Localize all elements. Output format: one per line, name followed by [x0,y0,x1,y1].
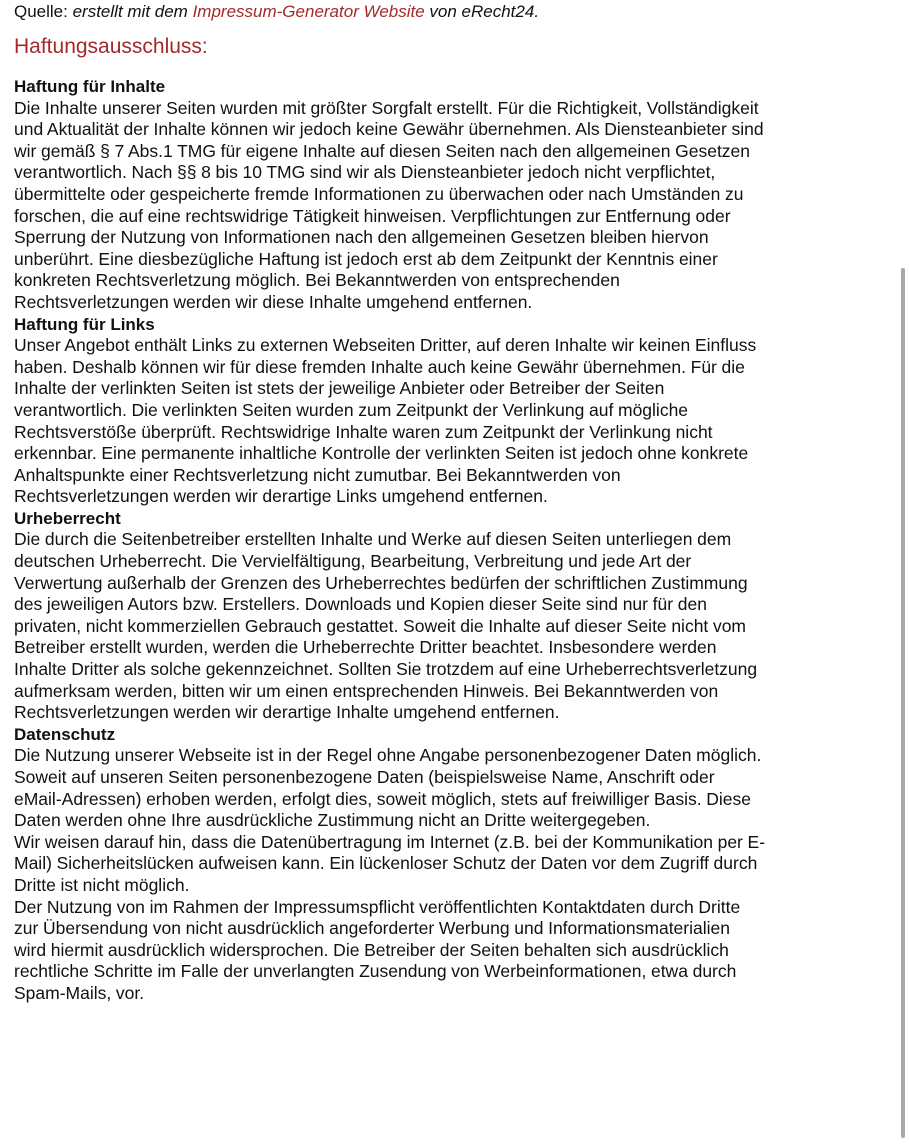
section-text-haftung-links: Unser Angebot enthält Links zu externen Webseiten Dritter, auf deren Inhalte wir keinen Einfluss haben. Deshalb können wir für diese fremden Inhalte auch keine Gewähr übernehmen. Für die Inhalte der verlinkten Seiten ist stets der jeweilige Anbieter oder Betreiber der Seiten verantwortlich. Die verlinkten Seiten wurden zum Zeitpunkt der Verlinkung auf mögliche Rechtsverstöße überprüft. Rechtswidrige Inhalte waren zum Zeitpunkt der Verlinkung nicht erkennbar. Eine permanente inhaltliche Kontrolle der verlinkten Seiten ist jedoch ohne konkrete Anhaltspunkte einer Rechtsverletzung nicht zumutbar. Bei Bekanntwerden von Rechtsverletzungen werden wir derartige Links umgehend entfernen. [14,335,757,507]
section-heading-haftung-inhalte: Haftung für Inhalte [14,77,166,96]
section-heading-datenschutz: Datenschutz [14,724,116,744]
disclaimer-title: Haftungsausschluss: [14,35,208,58]
source-prefix: Quelle: [14,2,73,21]
section-text-datenschutz-1: Die Nutzung unserer Webseite ist in der Regel ohne Angabe personenbezogener Daten möglich. Soweit auf unseren Seiten personenbezogene Daten (beispielsweise Name, Anschrift oder eMail-Adressen) erhoben werden, erfolgt dies, soweit möglich, stets auf freiwilliger Basis. Diese Daten werden ohne Ihre ausdrückliche Zustimmung nicht an Dritte weitergegeben. [14,745,762,831]
disclaimer-sections [14,76,906,1005]
section-text-urheberrecht: Die durch die Seitenbetreiber erstellten Inhalte und Werke auf diesen Seiten unterliegen dem deutschen Urheberrecht. Die Vervielfältigung, Bearbeitung, Verbreitung und jede Art der Verwertung außerhalb der Grenzen des Urheberrechtes bedürfen der schriftlichen Zustimmung des jeweiligen Autors bzw. Erstellers. Downloads und Kopien dieser Seite sind nur für den privaten, nicht kommerziellen Gebrauch gestattet. Soweit die Inhalte auf dieser Seite nicht vom Betreiber erstellt wurden, werden die Urheberrechte Dritter beachtet. Insbesondere werden Inhalte Dritter als solche gekennzeichnet. Sollten Sie trotzdem auf eine Urheberrechtsverletzung aufmerksam werden, bitten wir um einen entsprechenden Hinweis. Bei Bekanntwerden von Rechtsverletzungen werden wir derartige Inhalte umgehend entfernen. [14,529,758,723]
impressum-generator-link[interactable]: Impressum-Generator Website [192,2,425,21]
source-italic-after: von eRecht24. [424,2,540,21]
section-text-datenschutz-2: Wir weisen darauf hin, dass die Datenübertragung im Internet (z.B. bei der Kommunikation per E- Mail) Sicherheitslücken aufweisen kann. Ein lückenloser Schutz der Daten vor dem Zugriff durch Dritte ist nicht möglich. [14,831,766,895]
section-heading-haftung-links: Haftung für Links [14,314,155,334]
source-line [14,0,906,23]
section-heading-urheberrecht: Urheberrecht [14,508,121,528]
section-text-haftung-inhalte: Die Inhalte unserer Seiten wurden mit größter Sorgfalt erstellt. Für die Richtigkeit, Vollständigkeit und Aktualität der Inhalte können wir jedoch keine Gewähr übernehmen. Als Diensteanbieter sind wir gemäß § 7 Abs.1 TMG für eigene Inhalte auf diesen Seiten nach den allgemeinen Gesetzen verantwortlich. Nach §§ 8 bis 10 TMG sind wir als Diensteanbieter jedoch nicht verpflichtet, übermittelte oder gespeicherte fremde Informationen zu überwachen oder nach Umständen zu forschen, die auf eine rechtswidrige Tätigkeit hinweisen. Verpflichtungen zur Entfernung oder Sperrung der Nutzung von Informationen nach den allgemeinen Gesetzen bleiben hiervon unberührt. Eine diesbezügliche Haftung ist jedoch erst ab dem Zeitpunkt der Kenntnis einer konkreten Rechtsverletzung möglich. Bei Bekanntwerden von entsprechenden Rechtsverletzungen werden wir diese Inhalte umgehend entfernen. [14,97,764,312]
source-italic-before: erstellt mit dem [72,2,193,21]
vertical-scrollbar[interactable] [901,268,905,1138]
section-text-datenschutz-3: Der Nutzung von im Rahmen der Impressumspflicht veröffentlichten Kontaktdaten durch Dritte zur Übersendung von nicht ausdrücklich angeforderter Werbung und Informationsmaterialien wird hiermit ausdrücklich widersprochen. Die Betreiber der Seiten behalten sich ausdrücklich rechtliche Schritte im Falle der unverlangten Zusendung von Werbeinformationen, etwa durch Spam-Mails, vor. [14,896,741,1003]
page-content [14,0,906,1005]
